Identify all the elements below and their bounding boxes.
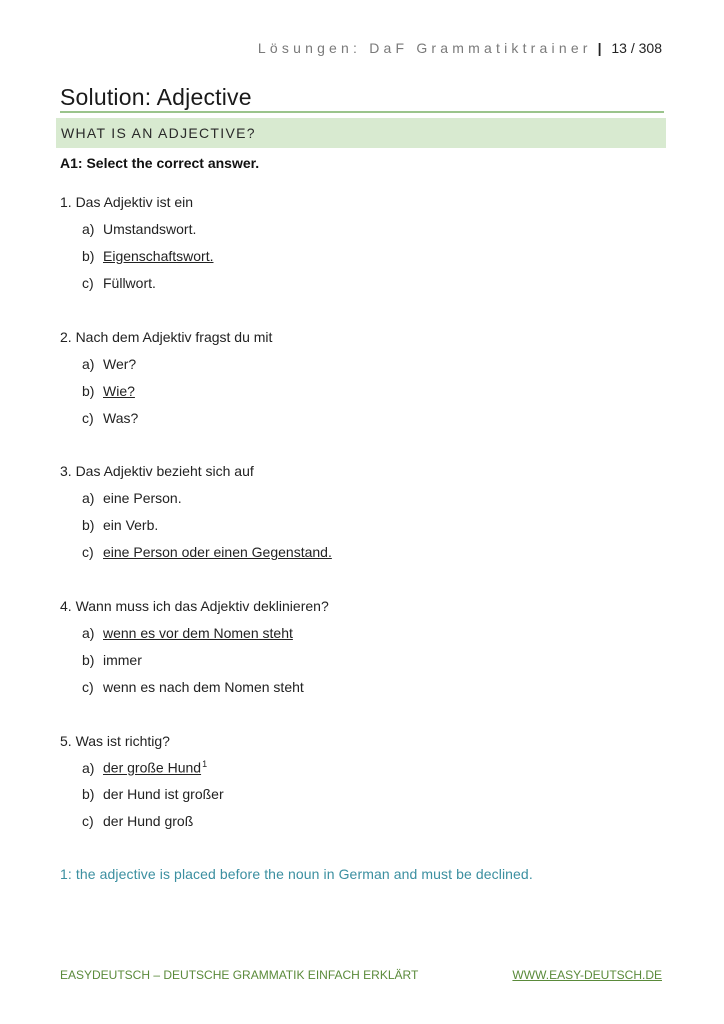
question-4-option-b: [82, 652, 142, 668]
footnote: 1: the adjective is placed before the noun in German and must be declined.: [60, 866, 533, 882]
question-1-option-a: [82, 221, 196, 237]
task-instruction: A1: Select the correct answer.: [60, 155, 260, 171]
question-4: 4. Wann muss ich das Adjektiv deklinieren?: [60, 598, 329, 614]
option-letter: b): [82, 517, 95, 533]
correct-answer: Wie?: [103, 383, 135, 399]
question-3-option-a: [82, 490, 182, 506]
option-text: der Hund ist großer: [103, 786, 224, 802]
correct-answer: Eigenschaftswort.: [103, 248, 214, 264]
option-text: der Hund groß: [103, 813, 194, 829]
option-letter: c): [82, 410, 94, 426]
question-2-option-a: [82, 356, 136, 372]
correct-answer: wenn es vor dem Nomen steht: [103, 625, 293, 641]
page-number: 13 / 308: [611, 40, 662, 56]
question-4-option-a: [82, 625, 293, 641]
option-text: Wer?: [103, 356, 137, 372]
question-1-option-b: [82, 248, 214, 264]
footnote-mark: 1: [202, 759, 208, 769]
option-letter: c): [82, 813, 94, 829]
question-5: 5. Was ist richtig?: [60, 733, 170, 749]
question-2-option-c: [82, 410, 138, 426]
header-separator: |: [597, 40, 602, 56]
running-title: Lösungen: DaF Grammatiktrainer: [257, 40, 592, 56]
option-letter: b): [82, 652, 95, 668]
option-letter: c): [82, 275, 94, 291]
option-letter: b): [82, 248, 95, 264]
option-letter: b): [82, 786, 95, 802]
question-4-option-c: [82, 679, 304, 695]
option-text: eine Person.: [103, 490, 182, 506]
question-2: 2. Nach dem Adjektiv fragst du mit: [60, 329, 273, 345]
page-title: Solution: Adjective: [60, 84, 252, 110]
option-text: Füllwort.: [103, 275, 156, 291]
footer-brand: EASYDEUTSCH – DEUTSCHE GRAMMATIK EINFACH ERKLÄRT: [60, 968, 419, 982]
option-text: Was?: [103, 410, 139, 426]
option-letter: b): [82, 383, 95, 399]
question-5-option-c: [82, 813, 193, 829]
question-5-option-a: [82, 759, 207, 776]
option-text: Umstandswort.: [103, 221, 197, 237]
option-letter: a): [82, 490, 95, 506]
question-3-option-b: [82, 517, 158, 533]
option-letter: a): [82, 356, 95, 372]
page-header: [258, 40, 662, 56]
footer-website-link[interactable]: WWW.EASY-DEUTSCH.DE: [512, 968, 662, 982]
question-2-option-b: [82, 383, 135, 399]
title-divider: [60, 111, 664, 113]
question-1-option-c: [82, 275, 156, 291]
option-text: wenn es nach dem Nomen steht: [103, 679, 304, 695]
correct-answer: der große Hund: [103, 759, 202, 776]
section-heading-bar: [56, 118, 666, 148]
question-1: 1. Das Adjektiv ist ein: [60, 194, 194, 210]
option-letter: c): [82, 679, 94, 695]
question-5-option-b: [82, 786, 224, 802]
option-letter: a): [82, 221, 95, 237]
option-letter: a): [82, 625, 95, 641]
question-3: 3. Das Adjektiv bezieht sich auf: [60, 463, 254, 479]
option-text: ein Verb.: [103, 517, 159, 533]
option-letter: c): [82, 544, 94, 560]
section-heading: WHAT IS AN ADJECTIVE?: [61, 125, 256, 141]
option-text: immer: [103, 652, 142, 668]
option-letter: a): [82, 759, 95, 776]
correct-answer: eine Person oder einen Gegenstand.: [103, 544, 332, 560]
question-3-option-c: [82, 544, 332, 560]
